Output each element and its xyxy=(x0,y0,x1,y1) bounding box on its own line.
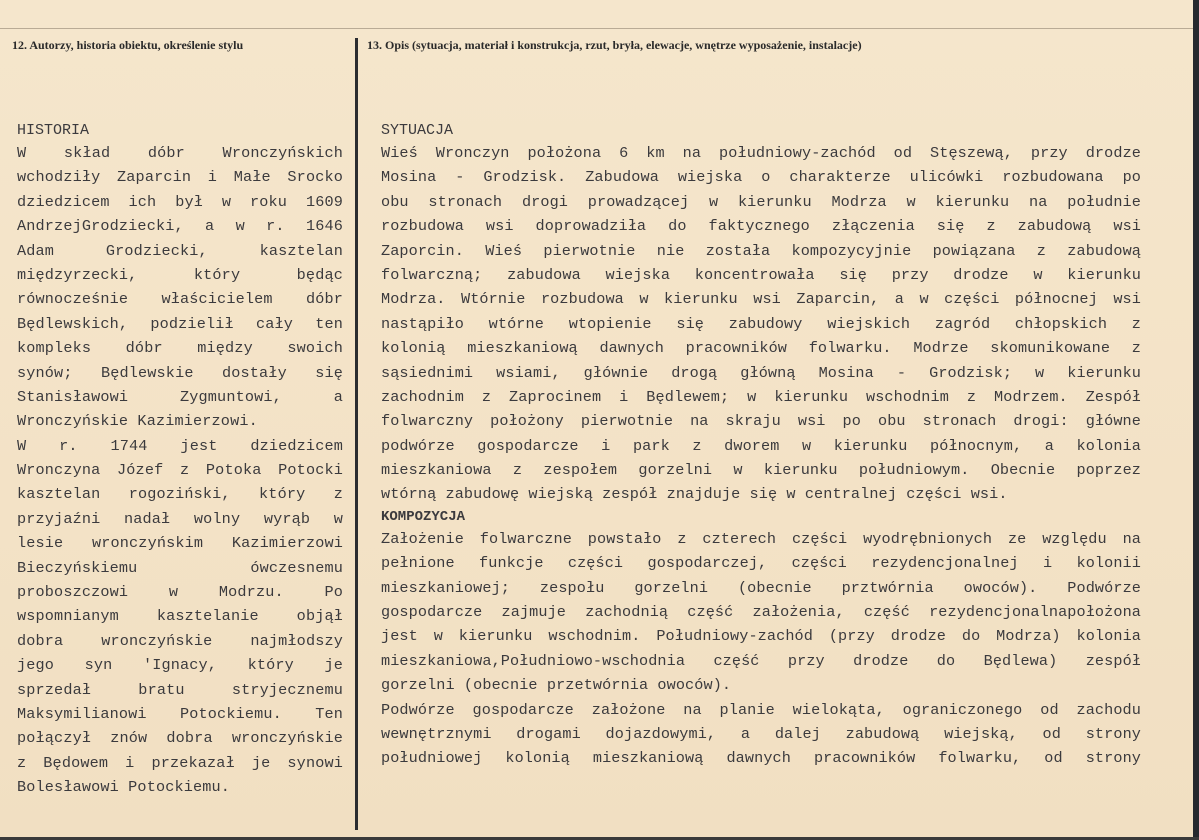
historia-line: W skład dóbr Wronczyńskich xyxy=(17,144,343,162)
section-12-header: 12. Autorzy, historia obiektu, określenie stylu xyxy=(12,38,244,52)
historia-line: dobra wronczyńskie najmłodszy xyxy=(17,631,343,650)
historia-line: przyjaźni nadał wolny wyrąb w xyxy=(17,509,343,528)
historia-column xyxy=(17,121,343,800)
historia-line: proboszczowi w Modrzu. Po xyxy=(17,583,343,602)
historia-line: Adam Grodziecki, kasztelan xyxy=(17,241,343,260)
kompozycja-line: jest w kierunku wschodnim. Południowy-zachód (przy drodze do Modrza) kolonia xyxy=(381,627,1141,646)
historia-line: W r. 1744 jest dziedzicem xyxy=(17,436,343,455)
sytuacja-line: nastąpiło wtórne wtopienie się zabudowy wiejskich zagród chłopskich z xyxy=(381,314,1141,333)
historia-line: Będlewskich, podzielił cały ten xyxy=(17,314,343,333)
historia-line: wchodziły Zaparcin i Małe Srocko xyxy=(17,168,343,187)
sytuacja-line: Wieś Wronczyn położona 6 km na południowy-zachód od Stęszewą, przy drodze xyxy=(381,144,1141,162)
section-13-header: 13. Opis (sytuacja, materiał i konstrukcja, rzut, bryła, elewacje, wnętrze wyposażenie, instalacje) xyxy=(367,38,862,52)
sytuacja-line: sąsiednimi wsiami, głównie drogą główną Mosina - Grodzisk; w kierunku xyxy=(381,363,1141,382)
right-edge xyxy=(1193,0,1199,840)
sytuacja-line: wtórną zabudowę wiejską zespół znajduje się w centralnej części wsi. xyxy=(381,485,1008,504)
sytuacja-line: podwórze gospodarcze i park z dworem w kierunku północnym, a kolonia xyxy=(381,436,1141,455)
historia-line: sprzedał bratu stryjecznemu xyxy=(17,680,343,699)
historia-line: Maksymilianowi Potockiemu. Ten xyxy=(17,704,343,723)
historia-line: połączył znów dobra wronczyńskie xyxy=(17,729,343,748)
kompozycja-line: Założenie folwarczne powstało z czterech części wyodrębnionych ze względu na xyxy=(381,529,1141,548)
sytuacja-line: Mosina - Grodzisk. Zabudowa wiejska o charakterze ulicówki rozbudowana po xyxy=(381,168,1141,187)
historia-line: Wronczyńskie Kazimierzowi. xyxy=(17,412,258,431)
kompozycja-line: Podwórze gospodarcze założone na planie wielokąta, ograniczonego od zachodu xyxy=(381,700,1141,719)
historia-line: równocześnie właścicielem dóbr xyxy=(17,290,343,309)
kompozycja-line: pełnione funkcje części gospodarczej, części rezydencjonalnej i kolonii xyxy=(381,554,1141,573)
historia-line: Stanisławowi Zygmuntowi, a xyxy=(17,387,343,406)
sytuacja-line: obu stronach drogi prowadzącej w kierunku Modrza w kierunku na południe xyxy=(381,192,1141,211)
historia-line: z Będowem i przekazał je synowi xyxy=(17,753,343,772)
kompozycja-line: gospodarcze zajmuje zachodnią część założenia, część rezydencjonalnapołożona xyxy=(381,603,1141,622)
sytuacja-line: zachodnim z Zaprocinem i Będlewem; w kierunku wschodnim z Modrzem. Zespół xyxy=(381,387,1141,406)
kompozycja-line: mieszkaniowej; zespołu gorzelni (obecnie prztwórnia owoców). Podwórze xyxy=(381,578,1141,597)
historia-text xyxy=(17,141,343,800)
historia-line: kompleks dóbr między swoich xyxy=(17,339,343,358)
sytuacja-line: folwarczny położony pierwotnie na skraju wsi po obu stronach drogi: główne xyxy=(381,412,1141,431)
column-divider xyxy=(355,38,358,830)
historia-line: kasztelan rogoziński, który z xyxy=(17,485,343,504)
opis-column xyxy=(381,121,1141,771)
historia-line: Wronczyna Józef z Potoka Potocki xyxy=(17,461,343,480)
kompozycja-line: mieszkaniowa,Południowo-wschodnia część przy drodze do Będlewa) zespół xyxy=(381,651,1141,670)
sytuacja-text xyxy=(381,141,1141,507)
sytuacja-line: kolonią mieszkaniową dawnych pracowników folwarku. Modrze skomunikowane z xyxy=(381,339,1141,358)
sytuacja-line: Zaporcin. Wieś pierwotnie nie została kompozycyjnie powiązana z zabudową xyxy=(381,241,1141,260)
sytuacja-heading: SYTUACJA xyxy=(381,122,454,139)
historia-line: Bolesławowi Potockiemu. xyxy=(17,778,231,797)
sytuacja-line: rozbudowa wsi doprowadziła do faktycznego złączenia się z zabudową wsi xyxy=(381,217,1141,236)
historia-line: jego syn 'Ignacy, który je xyxy=(17,656,343,675)
kompozycja-text xyxy=(381,527,1141,771)
kompozycja-line: gorzelni (obecnie przetwórnia owoców). xyxy=(381,676,732,695)
historia-heading: HISTORIA xyxy=(17,122,90,139)
historia-line: AndrzejGrodziecki, a w r. 1646 xyxy=(17,217,343,236)
historia-line: międzyrzecki, który będąc xyxy=(17,265,343,284)
historia-line: dziedzicem ich był w roku 1609 xyxy=(17,192,343,211)
historia-line: Bieczyńskiemu ówczesnemu xyxy=(17,558,343,577)
kompozycja-line: wewnętrznymi drogami dojazdowymi, a dalej zabudową wiejską, od strony xyxy=(381,724,1141,743)
historia-line: synów; Będlewskie dostały się xyxy=(17,363,343,382)
sytuacja-line: mieszkaniowa z zespołem gorzelni w kierunku południowym. Obecnie poprzez xyxy=(381,461,1141,480)
top-rule xyxy=(0,28,1193,29)
kompozycja-line: południowej kolonią mieszkaniową dawnych pracowników folwarku, od strony xyxy=(381,749,1141,768)
historia-line: lesie wronczyńskim Kazimierzowi xyxy=(17,534,343,553)
sytuacja-line: Modrza. Wtórnie rozbudowa w kierunku wsi Zaparcin, a w części północnej wsi xyxy=(381,290,1141,309)
historia-line: wspomnianym kasztelanie objął xyxy=(17,607,343,626)
sytuacja-line: folwarczną; zabudowa wiejska koncentrowała się przy drodze w kierunku xyxy=(381,265,1141,284)
kompozycja-heading: KOMPOZYCJA xyxy=(381,508,466,525)
